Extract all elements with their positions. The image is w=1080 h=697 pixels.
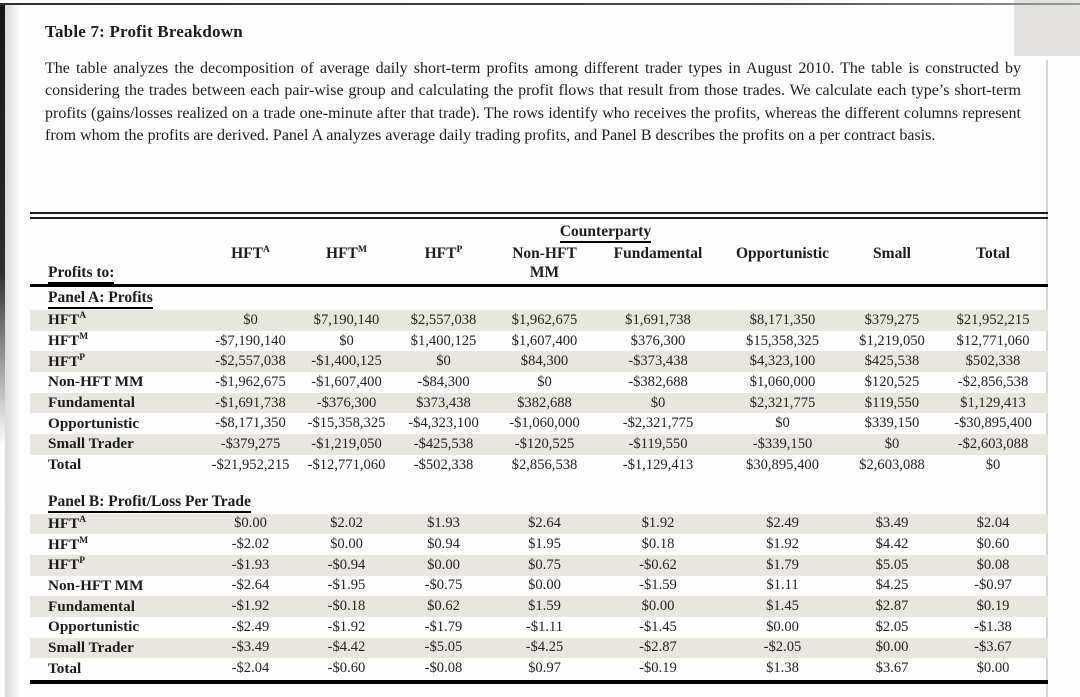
value-cell: $0.00 — [330, 536, 363, 553]
value-cell: $382,688 — [517, 394, 572, 411]
row-label: Non-HFT MM — [48, 373, 144, 391]
value-cell: -$119,550 — [628, 435, 688, 452]
value-cell: -$1.59 — [639, 577, 677, 594]
value-cell: $4.25 — [875, 577, 909, 594]
table-title: Table 7: Profit Breakdown — [45, 22, 243, 41]
counterparty-label: Counterparty — [492, 223, 719, 244]
value-cell: -$1,219,050 — [311, 435, 382, 452]
value-cell: -$1.38 — [974, 618, 1012, 635]
row-label: Opportunistic — [48, 414, 140, 432]
value-cell: -$502,338 — [413, 456, 474, 473]
table-row — [30, 413, 1048, 434]
row-label: $HFT^P$ — [48, 556, 85, 574]
value-cell: $84,300 — [520, 353, 569, 370]
value-cell: -$0.62 — [639, 556, 677, 573]
column-header: $HFT^P$ — [424, 243, 463, 262]
value-cell: $1.92 — [766, 536, 799, 553]
value-cell: $7,190,140 — [313, 311, 380, 328]
row-label: $HFT^M$ — [48, 331, 89, 350]
value-cell: $2,603,088 — [859, 456, 925, 473]
column-header: $HFT^A$ — [231, 243, 270, 262]
value-cell: -$2.04 — [231, 660, 270, 677]
value-cell: -$0.60 — [327, 660, 366, 677]
value-cell: $2.05 — [875, 618, 909, 635]
row-label: Total — [48, 659, 82, 677]
value-cell: -$1.45 — [639, 618, 677, 635]
value-cell: -$2,321,775 — [622, 415, 694, 432]
value-cell: $373,438 — [416, 394, 471, 411]
value-cell: -$1.79 — [424, 618, 463, 635]
table-row — [30, 393, 1048, 414]
value-cell: $0.00 — [427, 556, 460, 573]
table-row — [30, 617, 1048, 638]
table-row — [30, 434, 1048, 455]
value-cell: $0.08 — [976, 556, 1010, 573]
value-cell: -$1.95 — [327, 577, 366, 594]
panel-b — [30, 492, 1048, 680]
value-cell: $0 — [436, 353, 451, 370]
value-cell: -$21,952,215 — [211, 456, 290, 473]
value-cell: -$1.11 — [525, 618, 564, 635]
value-cell: $1.11 — [766, 577, 799, 594]
value-cell: -$4.25 — [525, 639, 564, 656]
column-header: Non-HFT MM — [512, 245, 577, 281]
value-cell: $0 — [985, 456, 1001, 473]
value-cell: $0.18 — [641, 536, 675, 553]
table-panels — [30, 288, 1048, 679]
value-cell: $2.49 — [766, 515, 799, 532]
value-cell: $0.60 — [976, 536, 1010, 553]
table-row — [30, 638, 1048, 659]
value-cell: -$425,538 — [413, 435, 474, 452]
value-cell: $0 — [775, 415, 790, 432]
value-cell: -$1,691,738 — [215, 394, 286, 411]
value-cell: $0.00 — [875, 639, 909, 656]
value-cell: -$2.87 — [639, 639, 677, 656]
value-cell: $0.00 — [766, 618, 799, 635]
panel-a — [30, 288, 1048, 476]
value-cell: $1.59 — [528, 598, 561, 615]
scan-edge-top — [0, 3, 1080, 5]
value-cell: -$2,603,088 — [957, 435, 1029, 452]
value-cell: -$0.18 — [327, 598, 366, 615]
value-cell: $0.00 — [528, 577, 561, 594]
value-cell: -$1,607,400 — [311, 373, 382, 390]
value-cell: -$3.49 — [231, 639, 270, 656]
profits-to-label: Profits to: — [30, 264, 203, 282]
table-description: The table analyzes the decomposition of average daily short-term profits among different trader types in August 2010. The table is constructed by considering the trades between each pair-wise group and calculating the profit flows that result from those trades. We calculate each type’s short-term profits (gains/losses realized on a trade one-minute after that trade). The rows identify who receives the profits, whereas the different columns represent from whom the profits are derived. Panel A analyzes average daily trading profits, and Panel B describes the profits on a per contract basis. — [45, 60, 1021, 145]
row-label: $HFT^A$ — [48, 311, 87, 329]
row-label: $HFT^M$ — [48, 535, 89, 553]
value-cell: $1.38 — [766, 660, 799, 677]
value-cell: $0 — [884, 435, 900, 452]
value-cell: -$1.92 — [231, 598, 270, 615]
value-cell: $0.75 — [528, 556, 561, 573]
table-row — [30, 596, 1048, 617]
value-cell: $30,895,400 — [746, 456, 819, 473]
table-row — [30, 351, 1048, 372]
row-label: Fundamental — [48, 394, 135, 412]
value-cell: $12,771,060 — [956, 332, 1030, 349]
value-cell: $2.04 — [976, 515, 1010, 532]
panel-title: Panel A: Profits — [30, 288, 1048, 310]
table-bottom-rule — [30, 680, 1048, 684]
value-cell: -$1,060,000 — [509, 415, 580, 432]
value-cell: $1,691,738 — [625, 311, 691, 328]
row-label: $HFT^P$ — [48, 352, 85, 370]
value-cell: -$1,400,125 — [311, 353, 382, 370]
table-top-rule — [30, 212, 1048, 219]
value-cell: $1,060,000 — [749, 373, 816, 390]
value-cell: $1.95 — [528, 536, 561, 553]
value-cell: $21,952,215 — [956, 311, 1030, 328]
value-cell: -$373,438 — [628, 353, 688, 370]
value-cell: -$379,275 — [220, 435, 281, 452]
value-cell: -$0.08 — [424, 660, 463, 677]
value-cell: $2,557,038 — [410, 311, 477, 328]
value-cell: $2.87 — [875, 598, 909, 615]
value-cell: $0.19 — [976, 598, 1010, 615]
value-cell: $2.64 — [528, 515, 561, 532]
value-cell: -$2,557,038 — [215, 353, 286, 370]
value-cell: -$2.02 — [231, 536, 270, 553]
table-row — [30, 455, 1048, 476]
scan-corner-top-right — [1014, 0, 1080, 56]
value-cell: $0 — [243, 311, 258, 328]
column-header: Opportunistic — [735, 245, 829, 262]
value-cell: $8,171,350 — [749, 311, 816, 328]
table-row — [30, 514, 1048, 535]
value-cell: -$5.05 — [424, 639, 463, 656]
value-cell: $2.02 — [330, 515, 363, 532]
value-cell: $0 — [650, 394, 666, 411]
profit-breakdown-table — [30, 212, 1048, 684]
value-cell: $1,219,050 — [859, 332, 925, 349]
value-cell: -$84,300 — [417, 373, 470, 390]
value-cell: $120,525 — [864, 373, 920, 390]
table-row — [30, 534, 1048, 555]
scan-edge-left-shadow — [5, 5, 21, 697]
panel-title: Panel B: Profit/Loss Per Trade — [30, 492, 1048, 514]
table-header — [30, 223, 1048, 287]
value-cell: $425,538 — [864, 353, 920, 370]
value-cell: -$7,190,140 — [215, 332, 286, 349]
row-label: $HFT^A$ — [48, 514, 87, 532]
table-row — [30, 658, 1048, 679]
row-label: Small Trader — [48, 435, 134, 453]
row-label: Small Trader — [48, 638, 134, 656]
value-cell: $0.00 — [641, 598, 675, 615]
column-header: $HFT^M$ — [326, 243, 367, 262]
value-cell: $1,400,125 — [410, 332, 477, 349]
value-cell: -$0.94 — [327, 556, 366, 573]
value-cell: $0.97 — [528, 660, 561, 677]
value-cell: $4,323,100 — [749, 353, 816, 370]
value-cell: -$2,856,538 — [957, 373, 1029, 390]
value-cell: -$8,171,350 — [215, 415, 286, 432]
value-cell: -$4.42 — [327, 639, 366, 656]
column-header: Fundamental — [613, 245, 703, 262]
row-label: Fundamental — [48, 597, 135, 615]
table-row — [30, 372, 1048, 393]
value-cell: $0.00 — [234, 515, 267, 532]
value-cell: $0.94 — [427, 536, 460, 553]
value-cell: -$1.93 — [231, 556, 270, 573]
row-label: Opportunistic — [48, 618, 140, 636]
value-cell: $1,607,400 — [511, 332, 578, 349]
value-cell: -$120,525 — [514, 435, 575, 452]
value-cell: $1.79 — [766, 556, 799, 573]
value-cell: $15,358,325 — [746, 332, 819, 349]
value-cell: $339,150 — [864, 415, 920, 432]
value-cell: $5.05 — [875, 556, 909, 573]
value-cell: $1.45 — [766, 598, 799, 615]
row-label: Total — [48, 456, 82, 474]
value-cell: $1,129,413 — [960, 394, 1026, 411]
value-cell: $379,275 — [864, 311, 920, 328]
value-cell: -$15,358,325 — [307, 415, 386, 432]
value-cell: -$2.05 — [763, 639, 802, 656]
value-cell: $1.92 — [641, 515, 675, 532]
column-header: Total — [976, 245, 1010, 262]
value-cell: $2,856,538 — [511, 456, 578, 473]
value-cell: -$1,962,675 — [215, 373, 286, 390]
value-cell: -$1,129,413 — [622, 456, 694, 473]
row-label: Non-HFT MM — [48, 576, 144, 594]
value-cell: -$382,688 — [628, 373, 688, 390]
value-cell: $2,321,775 — [749, 394, 816, 411]
table-row — [30, 331, 1048, 352]
value-cell: $4.42 — [875, 536, 909, 553]
value-cell: $0.00 — [976, 660, 1010, 677]
value-cell: $1.93 — [427, 515, 460, 532]
value-cell: -$0.97 — [974, 577, 1012, 594]
value-cell: $119,550 — [864, 394, 920, 411]
value-cell: -$3.67 — [974, 639, 1012, 656]
value-cell: -$0.75 — [424, 577, 463, 594]
value-cell: $3.49 — [875, 515, 909, 532]
value-cell: -$4,323,100 — [408, 415, 479, 432]
value-cell: -$339,150 — [752, 435, 813, 452]
value-cell: $0 — [339, 332, 354, 349]
table-row — [30, 555, 1048, 576]
value-cell: $0 — [537, 373, 552, 390]
column-header: Small — [873, 245, 911, 262]
value-cell: -$0.19 — [639, 660, 677, 677]
value-cell: $1,962,675 — [511, 311, 578, 328]
table-row — [30, 576, 1048, 597]
value-cell: -$2.64 — [231, 577, 270, 594]
table-row — [30, 310, 1048, 331]
value-cell: -$1.92 — [327, 618, 366, 635]
value-cell: $0.62 — [427, 598, 460, 615]
value-cell: $502,338 — [965, 353, 1021, 370]
value-cell: -$12,771,060 — [307, 456, 386, 473]
value-cell: -$376,300 — [316, 394, 377, 411]
value-cell: $376,300 — [630, 332, 686, 349]
value-cell: -$30,895,400 — [954, 415, 1032, 432]
value-cell: -$2.49 — [231, 618, 270, 635]
value-cell: $3.67 — [875, 660, 909, 677]
